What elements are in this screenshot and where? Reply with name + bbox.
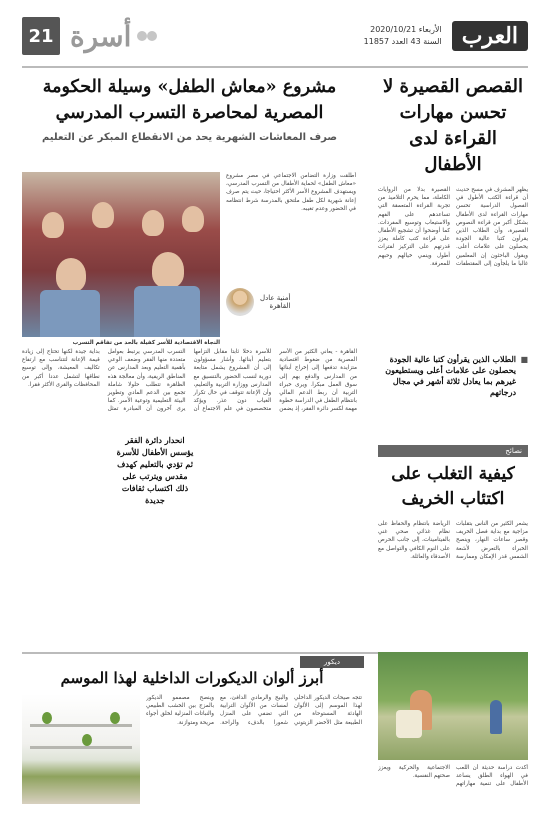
byline-text xyxy=(260,294,290,310)
masthead xyxy=(22,10,528,62)
advice-text: يشعر الكثير من الناس بتقلبات مزاجية مع بداية فصل الخريف وقصر ساعات النهار، وينصح الخبراء بالتعرض لأشعة الشمس قدر الإمكان وممارسة الرياضة بانتظام والحفاظ على نظام غذائي صحي غني بالفيتامينات، إلى جانب الحرص على النوم الكافي والتواصل مع الأصدقاء والعائلة. xyxy=(378,521,528,560)
main-story-lead xyxy=(226,172,356,316)
page-number: 21 xyxy=(22,17,60,55)
byline xyxy=(226,288,356,316)
newspaper-logo: العرب xyxy=(452,21,528,51)
issue-date: الأربعاء 2020/10/21 xyxy=(370,25,442,34)
interior-photo xyxy=(22,694,140,804)
main-headline: مشروع «معاش الطفل» وسيلة الحكومة المصرية لمحاصرة التسرب المدرسي xyxy=(42,77,337,123)
main-subheadline: صرف المعاشات الشهرية يحد من الانقطاع المبكر عن التعليم xyxy=(41,132,338,143)
family-park-photo xyxy=(378,652,528,760)
feature-pull-quote: ■ الطلاب الذين يقرأون كتبا عالية الجودة يحصلون على علامات أعلى ويستطيعون غيرهم بما يعادل ثلاثة أشهر في مجال درجاتهم xyxy=(378,354,528,398)
section-name: أسرة xyxy=(70,19,132,53)
issue-info xyxy=(364,24,442,48)
decor-section-label: ديكور xyxy=(300,656,364,668)
author-avatar xyxy=(226,288,254,316)
decor-headline: أبرز ألوان الديكورات الداخلية لهذا الموسم xyxy=(60,669,324,687)
section-header xyxy=(22,17,159,55)
schoolchildren-photo xyxy=(22,172,220,337)
logo-block xyxy=(364,21,528,51)
body-text: القاهرة - يعاني الكثير من الأسر المصرية من ضغوط اقتصادية متزايدة تدفعها إلى إخراج أبنائها من المدارس والدفع بهم إلى سوق العمل مبكرا. ويرى خبراء التربية أن ربط الدعم المالي بانتظام الطفل في الدراسة خطوة مهمة لكسر دائرة الفقر، إذ يضمن للأسرة دخلا ثابتا مقابل التزامها بتعليم أبنائها. وأشار مسؤولون إلى أن المشروع يشمل متابعة دورية لنسب الحضور بالتنسيق مع المدارس ووزارة التربية والتعليم، وأن الإعانة تتوقف في حال تكرار الغياب دون عذر. ويؤكد متخصصون في علم الاجتماع أن التسرب المدرسي يرتبط بعوامل متعددة منها الفقر وضعف الوعي بأهمية التعليم وبعد المدارس عن المناطق الريفية، وأن معالجة هذه الظاهرة تتطلب حلولا شاملة تجمع بين الدعم المادي وتطوير البيئة التعليمية وتوعية الأسر. كما يرى آخرون أن المبادرة تمثل بداية جيدة لكنها تحتاج إلى زيادة قيمة الإعانة لتتناسب مع ارتفاع تكاليف المعيشة، وإلى توسيع نطاقها لتشمل عددا أكبر من المحافظات والقرى الأكثر فقرا. xyxy=(22,349,357,413)
feature-body: يظهر المشرف في مسح حديث أن قراءة الكتب الأطول في الفصول الدراسية تحسن مهارات القراءة لدى الأطفال بشكل أكبر من قراءة النصوص القصيرة، وأن الطلاب الذين يقرأون كتبا عالية الجودة يحصلون على علامات أعلى. ويقول الباحثون إن المعلمين غالبا ما يلجأون إلى المقتطفات القصيرة بدلا من الروايات الكاملة، مما يحرم التلاميذ من تجربة القراءة المتعمقة التي تساعدهم على الفهم والاستيعاب وتوسيع المفردات. كما أوضحوا أن تشجيع الأطفال على قراءة كتب كاملة يعزز قدرتهم على التركيز لفترات أطول وينمي خيالهم وحبهم للمعرفة. xyxy=(378,187,528,267)
section-dots-icon xyxy=(137,29,159,43)
main-story-header xyxy=(22,74,357,143)
play-body xyxy=(378,764,528,814)
feature-headline: القصص القصيرة لا تحسن مهارات القراءة لدى الأطفال xyxy=(382,76,524,175)
photo-caption: النجاة الاقتصادية للأسر كفيلة بالحد من تفاقم التسرب xyxy=(72,340,220,346)
author-name: أمنية عادل xyxy=(260,294,291,302)
issue-number: السنة 43 العدد 11857 xyxy=(363,37,442,46)
play-text: أكدت دراسة حديثة أن اللعب في الهواء الطلق يساعد الأطفال على تنمية مهاراتهم الاجتماعية والحركية ويعزز صحتهم النفسية. xyxy=(378,765,528,788)
advice-section-label: نصائح xyxy=(378,445,528,457)
feature-right-column xyxy=(378,74,528,404)
author-location: القاهرة xyxy=(269,302,291,310)
lead-text: أطلقت وزارة التضامن الاجتماعي في مصر مشروع «معاش الطفل» لحماية الأطفال من التسرب المدرسي، ويستهدف المشروع الأسر الأكثر احتياجا، حيث يتم صرف إعانة شهرية لكل طفل ملتحق بالمدرسة شرط انتظامه في الحضور وعدم تغيبه. xyxy=(226,173,356,212)
main-box-quote: انحدار دائرة الفقر يؤسس الأطفال للأسرة ثم تؤدي بالتعليم كهدف مقدس ويترتب على ذلك اكتساب ثقافات جديدة xyxy=(113,430,197,510)
advice-body xyxy=(378,520,528,640)
top-rule xyxy=(22,66,528,68)
decor-text: تتجه صيحات الديكور الداخلي لهذا الموسم إلى الألوان الهادئة المستوحاة من الطبيعة مثل الأخضر الزيتوني والبيج والرمادي الدافئ، مع لمسات من الألوان الترابية التي تضفي على المنزل شعورا بالدفء والراحة. وينصح مصممو الديكور بالمزج بين الخشب الطبيعي والنباتات المنزلية لخلق أجواء مريحة ومتوازنة. xyxy=(146,695,362,726)
advice-headline: كيفية التغلب على اكتئاب الخريف xyxy=(391,464,515,509)
decor-body xyxy=(146,694,362,814)
